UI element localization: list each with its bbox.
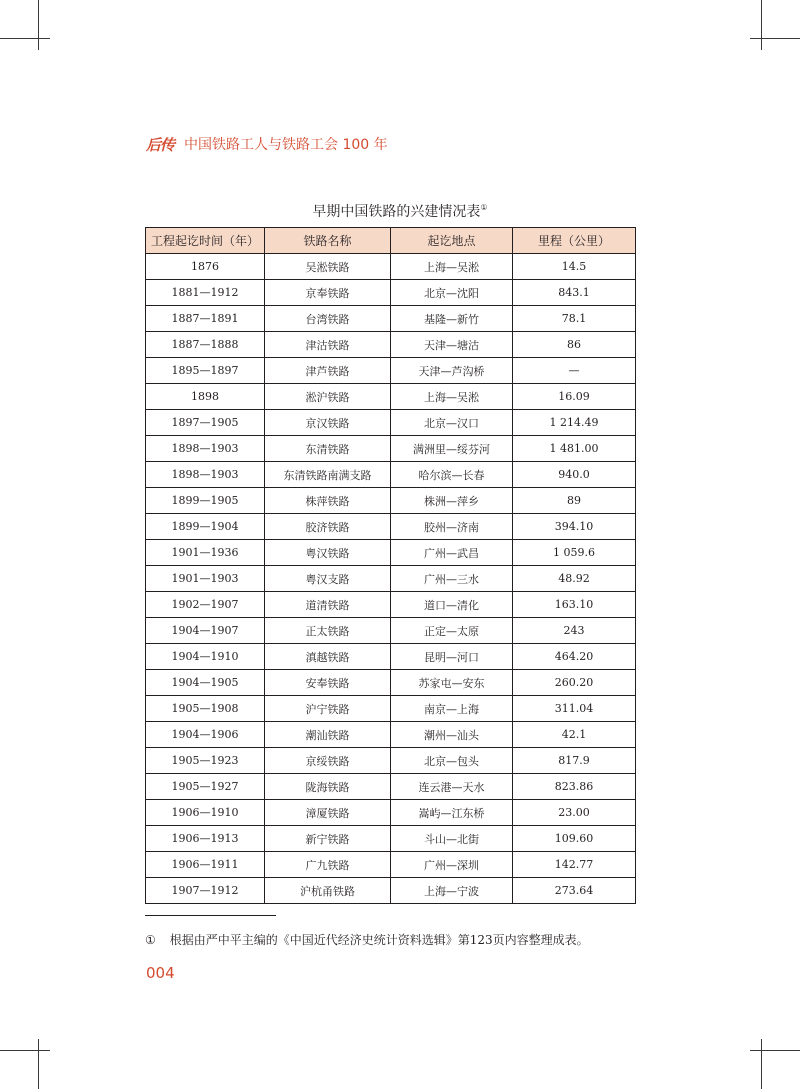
length-cell: 42.1 [513,722,636,748]
route-cell: 南京—上海 [391,696,513,722]
length-cell: 311.04 [513,696,636,722]
route-cell: 天津—芦沟桥 [391,358,513,384]
route-cell: 满洲里—绥芬河 [391,436,513,462]
period-cell: 1887—1891 [146,306,265,332]
crop-mark [750,1050,800,1051]
name-cell: 京奉铁路 [265,280,391,306]
table-row [146,488,636,514]
name-cell: 滇越铁路 [265,644,391,670]
length-cell: 109.60 [513,826,636,852]
table-row [146,800,636,826]
length-cell: 16.09 [513,384,636,410]
length-cell: 142.77 [513,852,636,878]
table-row [146,878,636,904]
name-cell: 台湾铁路 [265,306,391,332]
name-cell: 津芦铁路 [265,358,391,384]
period-cell: 1906—1910 [146,800,265,826]
length-cell: 843.1 [513,280,636,306]
route-cell: 上海—吴淞 [391,384,513,410]
length-cell: 273.64 [513,878,636,904]
name-cell: 道清铁路 [265,592,391,618]
length-cell: 48.92 [513,566,636,592]
route-cell: 北京—沈阳 [391,280,513,306]
column-header-route: 起讫地点 [391,228,513,254]
period-cell: 1895—1897 [146,358,265,384]
table-title [0,201,800,221]
route-cell: 上海—宁波 [391,878,513,904]
period-cell: 1898—1903 [146,436,265,462]
name-cell: 陇海铁路 [265,774,391,800]
footnote [145,931,589,948]
name-cell: 沪宁铁路 [265,696,391,722]
length-cell: 86 [513,332,636,358]
name-cell: 正太铁路 [265,618,391,644]
name-cell: 株萍铁路 [265,488,391,514]
length-cell: 940.0 [513,462,636,488]
table-row [146,332,636,358]
table-row [146,592,636,618]
crop-mark [761,0,762,50]
period-cell: 1897—1905 [146,410,265,436]
length-cell: 163.10 [513,592,636,618]
table-row [146,384,636,410]
route-cell: 天津—塘沽 [391,332,513,358]
table-title-text: 早期中国铁路的兴建情况表 [312,204,481,220]
route-cell: 哈尔滨—长春 [391,462,513,488]
name-cell: 胶济铁路 [265,514,391,540]
period-cell: 1902—1907 [146,592,265,618]
period-cell: 1904—1906 [146,722,265,748]
route-cell: 胶州—济南 [391,514,513,540]
table-row [146,748,636,774]
period-cell: 1887—1888 [146,332,265,358]
period-cell: 1901—1936 [146,540,265,566]
length-cell: 1 481.00 [513,436,636,462]
length-cell: 23.00 [513,800,636,826]
crop-mark [38,1039,39,1089]
name-cell: 津沽铁路 [265,332,391,358]
period-cell: 1904—1907 [146,618,265,644]
name-cell: 吴淞铁路 [265,254,391,280]
period-cell: 1905—1927 [146,774,265,800]
route-cell: 嵩屿—江东桥 [391,800,513,826]
crop-mark [761,1039,762,1089]
table-row [146,280,636,306]
footnote-text: 根据由严中平主编的《中国近代经济史统计资料选辑》第123页内容整理成表。 [169,933,589,947]
name-cell: 东清铁路南满支路 [265,462,391,488]
railway-table [145,227,636,904]
table-row [146,644,636,670]
route-cell: 连云港—天水 [391,774,513,800]
length-cell: 89 [513,488,636,514]
name-cell: 潮汕铁路 [265,722,391,748]
table-row [146,306,636,332]
table-row [146,774,636,800]
table-header-row [146,228,636,254]
name-cell: 粤汉支路 [265,566,391,592]
route-cell: 潮州—汕头 [391,722,513,748]
table-row [146,826,636,852]
length-cell: 394.10 [513,514,636,540]
table-row [146,722,636,748]
period-cell: 1907—1912 [146,878,265,904]
footnote-ref: ① [480,203,488,212]
page-number: 004 [146,964,175,982]
column-header-period: 工程起讫时间（年） [146,228,265,254]
route-cell: 上海—吴淞 [391,254,513,280]
crop-mark [0,38,50,39]
name-cell: 京绥铁路 [265,748,391,774]
table-row [146,540,636,566]
crop-mark [0,1050,50,1051]
table-row [146,852,636,878]
table-row [146,410,636,436]
length-cell: 823.86 [513,774,636,800]
length-cell: 14.5 [513,254,636,280]
period-cell: 1901—1903 [146,566,265,592]
table-body [146,254,636,904]
length-cell: 1 214.49 [513,410,636,436]
period-cell: 1905—1908 [146,696,265,722]
route-cell: 道口—清化 [391,592,513,618]
name-cell: 广九铁路 [265,852,391,878]
length-cell: 260.20 [513,670,636,696]
route-cell: 株洲—萍乡 [391,488,513,514]
period-cell: 1906—1911 [146,852,265,878]
table-row [146,618,636,644]
name-cell: 东清铁路 [265,436,391,462]
route-cell: 基隆—新竹 [391,306,513,332]
name-cell: 安奉铁路 [265,670,391,696]
name-cell: 沪杭甬铁路 [265,878,391,904]
period-cell: 1904—1910 [146,644,265,670]
table-row [146,254,636,280]
route-cell: 正定—太原 [391,618,513,644]
period-cell: 1876 [146,254,265,280]
footnote-rule [145,915,276,916]
period-cell: 1898 [146,384,265,410]
column-header-length: 里程（公里） [513,228,636,254]
name-cell: 京汉铁路 [265,410,391,436]
table-row [146,462,636,488]
footnote-mark: ① [145,933,156,947]
length-cell: 78.1 [513,306,636,332]
header-logo: 后传 [146,135,175,154]
column-header-name: 铁路名称 [265,228,391,254]
route-cell: 广州—深圳 [391,852,513,878]
crop-mark [750,38,800,39]
table-row [146,514,636,540]
name-cell: 漳厦铁路 [265,800,391,826]
name-cell: 粤汉铁路 [265,540,391,566]
route-cell: 北京—包头 [391,748,513,774]
running-header [146,133,388,155]
period-cell: 1899—1905 [146,488,265,514]
table-row [146,358,636,384]
route-cell: 北京—汉口 [391,410,513,436]
period-cell: 1899—1904 [146,514,265,540]
route-cell: 广州—武昌 [391,540,513,566]
period-cell: 1906—1913 [146,826,265,852]
name-cell: 新宁铁路 [265,826,391,852]
route-cell: 斗山—北街 [391,826,513,852]
table-row [146,566,636,592]
period-cell: 1881—1912 [146,280,265,306]
crop-mark [38,0,39,50]
period-cell: 1898—1903 [146,462,265,488]
period-cell: 1904—1905 [146,670,265,696]
table-row [146,696,636,722]
route-cell: 苏家屯—安东 [391,670,513,696]
name-cell: 淞沪铁路 [265,384,391,410]
period-cell: 1905—1923 [146,748,265,774]
length-cell: 817.9 [513,748,636,774]
length-cell: 464.20 [513,644,636,670]
table-row [146,436,636,462]
length-cell: 243 [513,618,636,644]
table-row [146,670,636,696]
length-cell: — [513,358,636,384]
route-cell: 广州—三水 [391,566,513,592]
route-cell: 昆明—河口 [391,644,513,670]
header-title: 中国铁路工人与铁路工会 100 年 [184,137,388,153]
length-cell: 1 059.6 [513,540,636,566]
